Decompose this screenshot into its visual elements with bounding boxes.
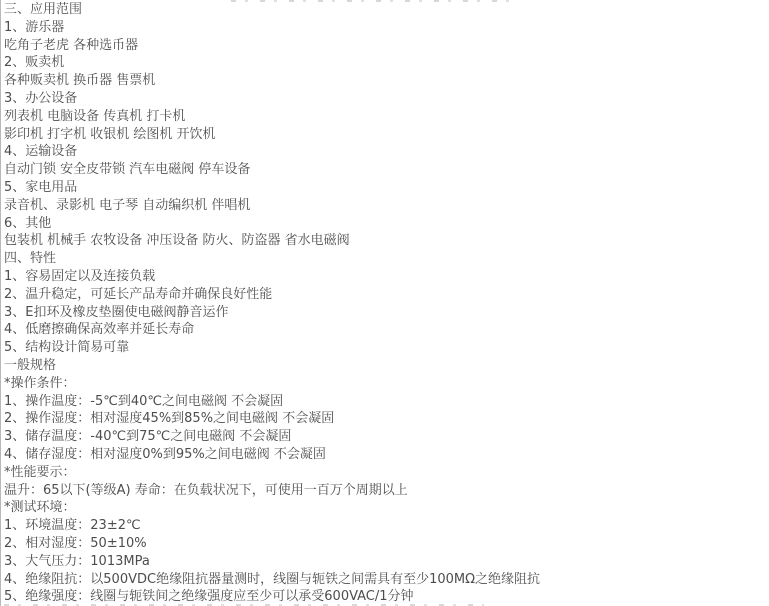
text-line: 吃角子老虎 各种选币器	[4, 37, 139, 53]
subsection-heading: *测试环境：	[4, 500, 76, 516]
list-item: 2、操作湿度：相对湿度45%到85%之间电磁阀 不会凝固	[4, 411, 335, 427]
list-item: 4、绝缘阻抗：以500VDC绝缘阻抗器量测时，线圈与轭铁之间需具有至少100MΩ之绝缘阻抗	[4, 571, 541, 587]
section-heading: 一般规格	[4, 357, 57, 373]
list-item: 4、低磨擦确保高效率并延长寿命	[4, 322, 195, 338]
list-item-heading: 2、贩卖机	[4, 55, 65, 71]
list-item: 2、相对湿度：50±10%	[4, 535, 147, 551]
text-line: 影印机 打字机 收银机 绘图机 开饮机	[4, 126, 216, 142]
list-item: 3、储存温度：-40℃到75℃之间电磁阀 不会凝固	[4, 429, 292, 445]
text-line: 列表机 电脑设备 传真机 打卡机	[4, 108, 186, 124]
list-item-heading: 5、家电用品	[4, 179, 78, 195]
list-item: 2、温升稳定，可延长产品寿命并确保良好性能	[4, 286, 273, 302]
list-item: 4、储存湿度：相对湿度0%到95%之间电磁阀 不会凝固	[4, 446, 326, 462]
list-item-heading: 3、办公设备	[4, 90, 78, 106]
list-item: 1、容易固定以及连接负载	[4, 268, 156, 284]
list-item: 1、环境温度：23±2℃	[4, 518, 141, 534]
list-item-heading: 6、其他	[4, 215, 52, 231]
clipped-text-artifact-top	[231, 0, 521, 2]
list-item: 5、绝缘强度：线圈与轭铁间之绝缘强度应至少可以承受600VAC/1分钟	[4, 589, 414, 605]
list-item: 3、E扣环及橡皮垫圈使电磁阀静音运作	[4, 304, 229, 320]
document-content	[1, 0, 769, 606]
list-item: 3、大气压力：1013MPa	[4, 553, 150, 569]
subsection-heading: *操作条件：	[4, 375, 76, 391]
text-line: 包装机 机械手 农牧设备 冲压设备 防火、防盗器 省水电磁阀	[4, 233, 350, 249]
list-item-heading: 4、运输设备	[4, 144, 78, 160]
list-item: 1、操作温度：-5℃到40℃之间电磁阀 不会凝固	[4, 393, 284, 409]
list-item: 5、结构设计简易可靠	[4, 340, 130, 356]
list-item-heading: 1、游乐器	[4, 19, 65, 35]
section-heading: 三、应用范围	[4, 2, 83, 17]
text-line: 录音机、录影机 电子琴 自动编织机 伴唱机	[4, 197, 251, 213]
text-line: 温升：65以下(等级A) 寿命：在负载状况下，可使用一百万个周期以上	[4, 482, 408, 498]
section-heading: 四、特性	[4, 251, 57, 267]
text-line: 各种贩卖机 换币器 售票机	[4, 73, 156, 89]
subsection-heading: *性能要示：	[4, 464, 76, 480]
text-line: 自动门锁 安全皮带锁 汽车电磁阀 停车设备	[4, 162, 251, 178]
